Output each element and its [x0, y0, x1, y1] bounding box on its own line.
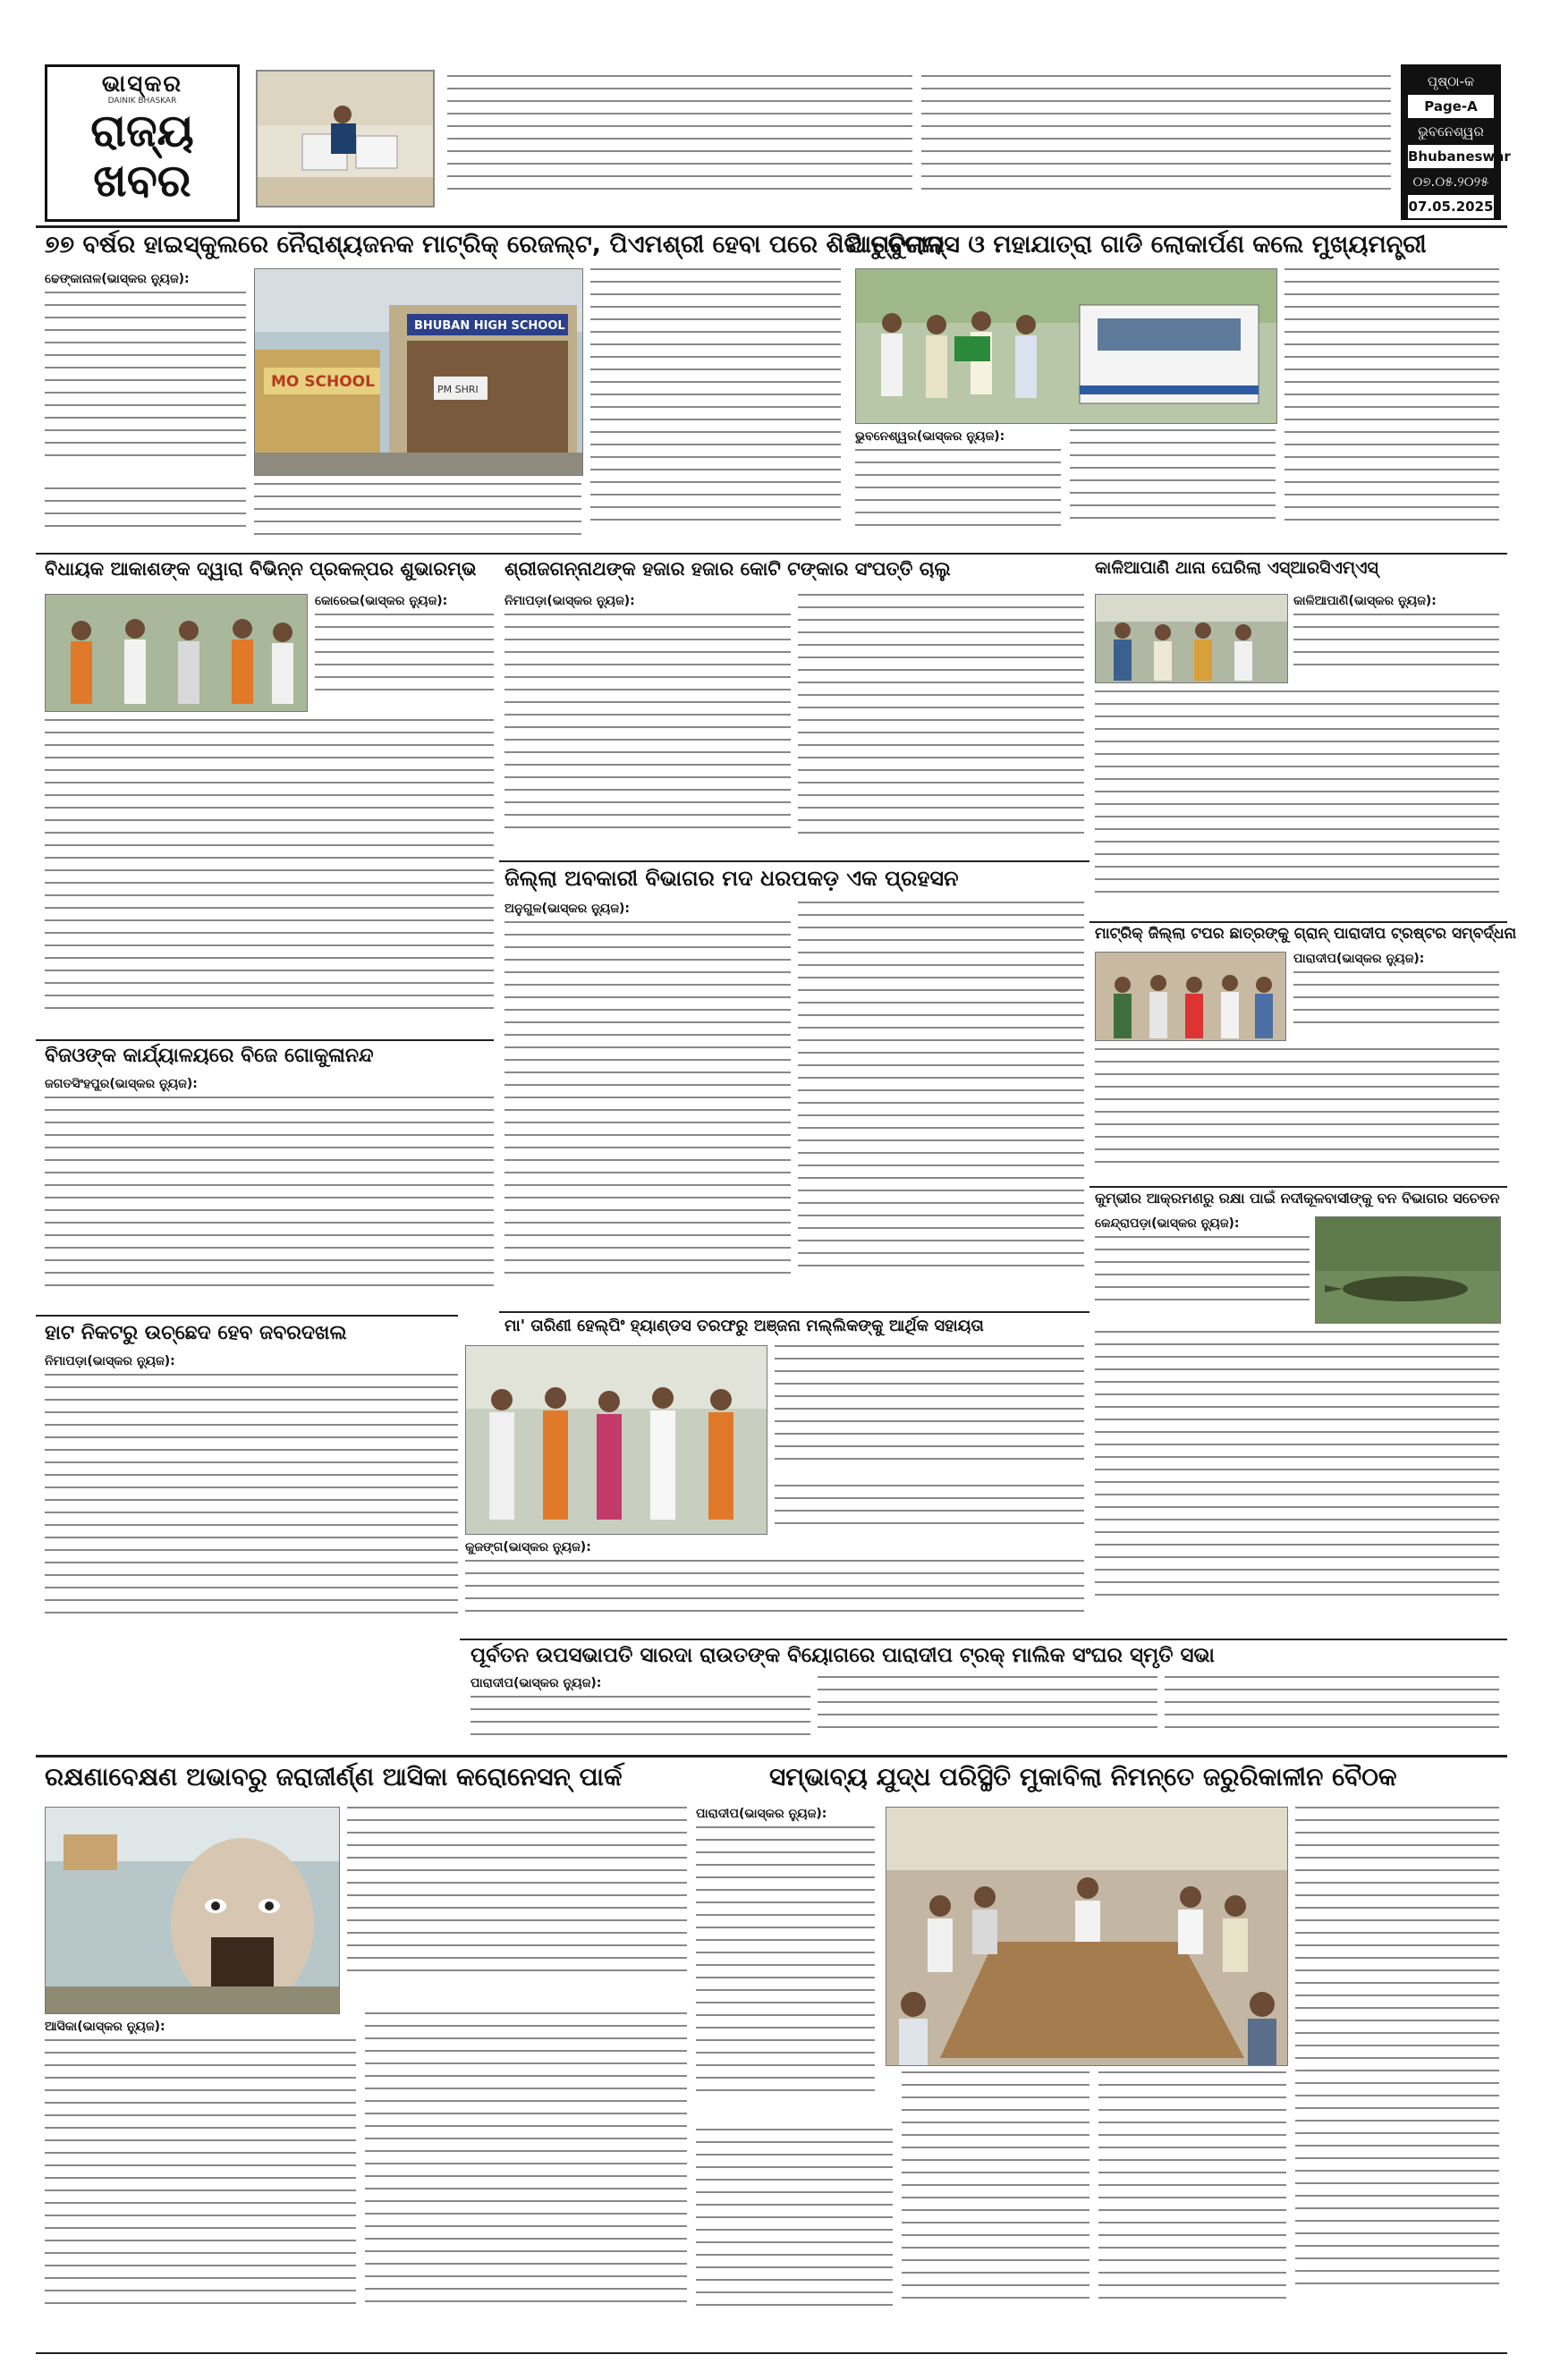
school-sign-text: BHUBAN HIGH SCHOOL	[414, 319, 565, 333]
mla-article-body	[45, 719, 494, 1037]
page-info-box	[1401, 64, 1511, 220]
headline-memorial: ପୂର୍ବତନ ଉପସଭାପତି ସାରଦା ରାଉତଙ୍କ ବିୟୋଗରେ ପାରାଦୀପ ଟ୍ରକ୍ ମାଲିକ ସଂଘର ସ୍ମୃତି ସଭା	[471, 1644, 1215, 1667]
school-photo	[254, 268, 583, 476]
crocodile-body	[1095, 1331, 1499, 1626]
tarini-col2	[775, 1345, 1084, 1479]
masthead-brand: ଭାସ୍କର	[101, 71, 183, 97]
memorial-col3	[1165, 1676, 1499, 1749]
byline-14: ପାରାଦୀପ(ଭାସ୍କର ନ୍ୟୁଜ):	[696, 1807, 827, 1821]
headline-maa-tarini: ମା' ତାରିଣୀ ହେଲ୍‌ପିଂ ହ୍ୟାଣ୍ଡସ ତରଫରୁ ଅଞ୍ଜନା ମଲ୍ଲିକଙ୍କୁ ଆର୍ଥିକ ସହାୟତା	[504, 1317, 984, 1335]
headline-matric-result: ୭୭ ବର୍ଷର ହାଇସ୍କୁଲରେ ନୈରାଶ୍ୟଜନକ ମାଟ୍ରିକ୍ ରେଜଲ୍ଟ, ପିଏମଶ୍ରୀ ହେବା ପରେ ଶିରି ତୁଟିଗଲା	[45, 231, 945, 258]
page-number-en: Page-A	[1408, 95, 1494, 118]
article1-col3	[590, 268, 841, 546]
school-building-illustration	[255, 269, 582, 475]
byline-6: ଅନୁଗୁଳ(ଭାସ୍କର ନ୍ୟୁଜ):	[504, 902, 630, 916]
memorial-col2	[818, 1676, 1157, 1749]
byline-1: ଢେଙ୍କାନାଳ(ଭାସ୍କର ନ୍ୟୁଜ):	[45, 272, 190, 286]
war-col3	[1295, 1807, 1499, 2334]
headline-haat: ହାଟ ନିକଟରୁ ଉଚ୍ଛେଦ ହେବ ଜବରଦଖଲ	[45, 1322, 347, 1344]
tarini-body	[465, 1560, 1084, 1636]
memorial-top-rule	[460, 1639, 1507, 1640]
jagannath-col1	[504, 614, 791, 855]
kaliapani-photo	[1095, 594, 1288, 683]
memorial-col1	[471, 1696, 810, 1749]
crowd-police-station-illustration	[1096, 595, 1287, 682]
city-en: Bhubaneswar	[1408, 145, 1494, 168]
bottom-section-rule	[36, 1755, 1507, 1757]
byline-9: କୁଜଙ୍ଗ(ଭାସ୍କର ନ୍ୟୁଜ):	[465, 1540, 591, 1554]
topper-col2	[1293, 971, 1499, 1043]
byline-11: ନିମାପଡ଼ା(ଭାସ୍କର ନ୍ୟୁଜ):	[45, 1354, 175, 1368]
byline-4: ନିମାପଡ଼ା(ଭାସ୍କର ନ୍ୟୁଜ):	[504, 594, 635, 608]
headline-bjd-office: ବିଜଓଙ୍କ କାର୍ଯ୍ୟାଳୟରେ ବିଜେ ଗୋକୁଳାନନ୍ଦ	[45, 1045, 374, 1067]
war-col2b	[1098, 2071, 1286, 2334]
byline-5: କାଳିଆପାଣି(ଭାସ୍କର ନ୍ୟୁଜ):	[1293, 594, 1437, 608]
headline-kaliapani: କାଳିଆପାଣି ଥାନା ଘେରିଲା ଏସ୍‌ଆରସିଏମ୍‌ଏସ୍	[1095, 558, 1378, 578]
park-gate-face-illustration	[46, 1808, 339, 2013]
headline-coronation-park: ରକ୍ଷଣାବେକ୍ଷଣ ଅଭାବରୁ ଜରାଜୀର୍ଣ୍ଣ ଆସିକା କରୋନେସନ୍ ପାର୍କ	[45, 1762, 623, 1791]
kaliapani-bottom-rule	[1089, 921, 1507, 923]
headline-mla-projects: ବିଧାୟକ ଆକାଶଙ୍କ ଦ୍ୱାରା ବିଭିନ୍ନ ପ୍ରକଳ୍ପର ଶୁଭାରମ୍ଭ	[45, 558, 477, 580]
mla-article-col2	[315, 614, 494, 712]
headline-ambulance: ଆମ୍ବୁଲାନ୍ସ ଓ ମହାଯାତ୍ରା ଗାଡି ଲୋକାର୍ପଣ କଲେ ମୁଖ୍ୟମନ୍ତ୍ରୀ	[848, 231, 1427, 258]
headline-war-meeting: ସମ୍ଭାବ୍ୟ ଯୁଦ୍ଧ ପରିସ୍ଥିତି ମୁକାବିଲା ନିମନ୍ତେ ଜରୁରିକାଳୀନ ବୈଠକ	[769, 1762, 1397, 1791]
masthead-title-line2: ଖବର	[93, 155, 191, 207]
ambulance-flag-off-illustration	[856, 269, 1276, 423]
coronation-col2b	[365, 2012, 687, 2334]
cm-ambulance-photo	[855, 268, 1277, 424]
topper-body	[1095, 1048, 1499, 1182]
article1-col2	[254, 483, 581, 546]
top-article-col1	[447, 70, 912, 204]
byline-2: ଭୁବନେଶ୍ୱର(ଭାସ୍କର ନ୍ୟୁଜ):	[855, 429, 1005, 444]
topper-bottom-rule	[1089, 1186, 1507, 1188]
row1-divider	[36, 553, 1507, 555]
byline-10: କେନ୍ଦ୍ରାପଡ଼ା(ଭାସ୍କର ନ୍ୟୁଜ):	[1095, 1216, 1240, 1231]
crocodile-col1	[1095, 1236, 1310, 1326]
mla-event-illustration	[46, 595, 307, 711]
protest-photo-illustration	[258, 72, 433, 206]
jagannath-bottom-rule	[499, 860, 1089, 862]
moschool-sign-text: MO SCHOOL	[271, 373, 375, 391]
page-number-odia: ପୃଷ୍ଠା-କ	[1427, 73, 1475, 89]
excise-col1	[504, 921, 791, 1308]
war-col1	[696, 1826, 875, 2122]
mla-photo	[45, 594, 308, 712]
mla-bottom-rule	[36, 1039, 494, 1041]
byline-7: ପାରାଦୀପ(ଭାସ୍କର ନ୍ୟୁଜ):	[1293, 952, 1425, 966]
war-col2a	[902, 2071, 1089, 2334]
top-article-col2	[921, 70, 1391, 204]
city-odia: ଭୁବନେଶ୍ୱର	[1418, 123, 1484, 140]
kaliapani-body	[1095, 690, 1499, 919]
coronation-park-photo	[45, 1807, 340, 2014]
bjd-bottom-rule	[36, 1315, 458, 1317]
haat-article-body	[45, 1374, 458, 1635]
headline-matric-topper: ମାଟ୍ରିକ୍ ଜିଲ୍ଲା ଟପର ଛାତ୍ରଙ୍କୁ ଗ୍ରାନ୍ ପାରାଦୀପ ଟ୍ରଷ୍ଟର ସମ୍ବର୍ଦ୍ଧନା	[1095, 925, 1517, 943]
crocodile-river-illustration	[1316, 1217, 1500, 1323]
conference-table-illustration	[886, 1808, 1287, 2065]
kaliapani-col2	[1293, 614, 1499, 685]
tarini-col2b	[775, 1485, 1084, 1556]
war-col1b	[696, 2129, 893, 2334]
article1-col1b	[45, 487, 246, 546]
coronation-col2	[347, 1807, 687, 2002]
meeting-photo	[886, 1807, 1288, 2066]
headline-excise: ଜିଲ୍ଲା ଅବକାରୀ ବିଭାଗର ମଦ ଧରପକଡ଼ ଏକ ପ୍ରହସନ	[504, 866, 959, 891]
jagannath-col2	[798, 594, 1084, 855]
masthead-brand-sub: DAINIK BHASKAR	[107, 97, 177, 106]
masthead-title-line1: ରାଜ୍ୟ	[90, 105, 194, 157]
headline-jagannath-property: ଶ୍ରୀଜଗନ୍ନାଥଙ୍କ ହଜାର ହଜାର କୋଟି ଟଙ୍କାର ସଂପତ୍ତି ଚାଲୁ	[504, 558, 951, 580]
masthead-divider	[36, 225, 1507, 228]
page-bottom-rule	[36, 2352, 1507, 2354]
article2-col2	[1284, 268, 1499, 546]
byline-8: ଜଗତସିଂହପୁର(ଭାସ୍କର ନ୍ୟୁଜ):	[45, 1077, 198, 1091]
article2-col1b	[1070, 429, 1276, 546]
aid-handover-illustration	[466, 1346, 767, 1534]
byline-12: ପାରାଦୀପ(ଭାସ୍କର ନ୍ୟୁଜ):	[471, 1676, 602, 1690]
helping-hands-photo	[465, 1345, 767, 1535]
felicitation-illustration	[1096, 953, 1285, 1040]
top-news-photo	[256, 70, 435, 208]
crocodile-photo	[1315, 1216, 1501, 1324]
excise-col2	[798, 902, 1084, 1308]
topper-photo	[1095, 952, 1286, 1041]
date-en: 07.05.2025	[1408, 195, 1494, 218]
byline-3: କୋରେଇ(ଭାସ୍କର ନ୍ୟୁଜ):	[315, 594, 448, 608]
bjd-article-body	[45, 1097, 494, 1311]
pmshri-sign-text: PM SHRI	[437, 384, 479, 395]
article2-col1a	[855, 449, 1061, 546]
article1-col1	[45, 292, 246, 484]
byline-13: ଆସିକା(ଭାସ୍କର ନ୍ୟୁଜ):	[45, 2020, 165, 2034]
coronation-col1b	[45, 2039, 356, 2334]
date-odia: ୦୭.୦୫.୨୦୨୫	[1412, 174, 1489, 190]
excise-bottom-rule	[499, 1311, 1089, 1313]
headline-crocodile: କୁମ୍ଭୀର ଆକ୍ରମଣରୁ ରକ୍ଷା ପାଇଁ ନଦୀକୂଳବାସୀଙ୍କୁ ବନ ବିଭାଗର ସଚେତନ	[1095, 1190, 1500, 1207]
masthead	[45, 64, 240, 222]
